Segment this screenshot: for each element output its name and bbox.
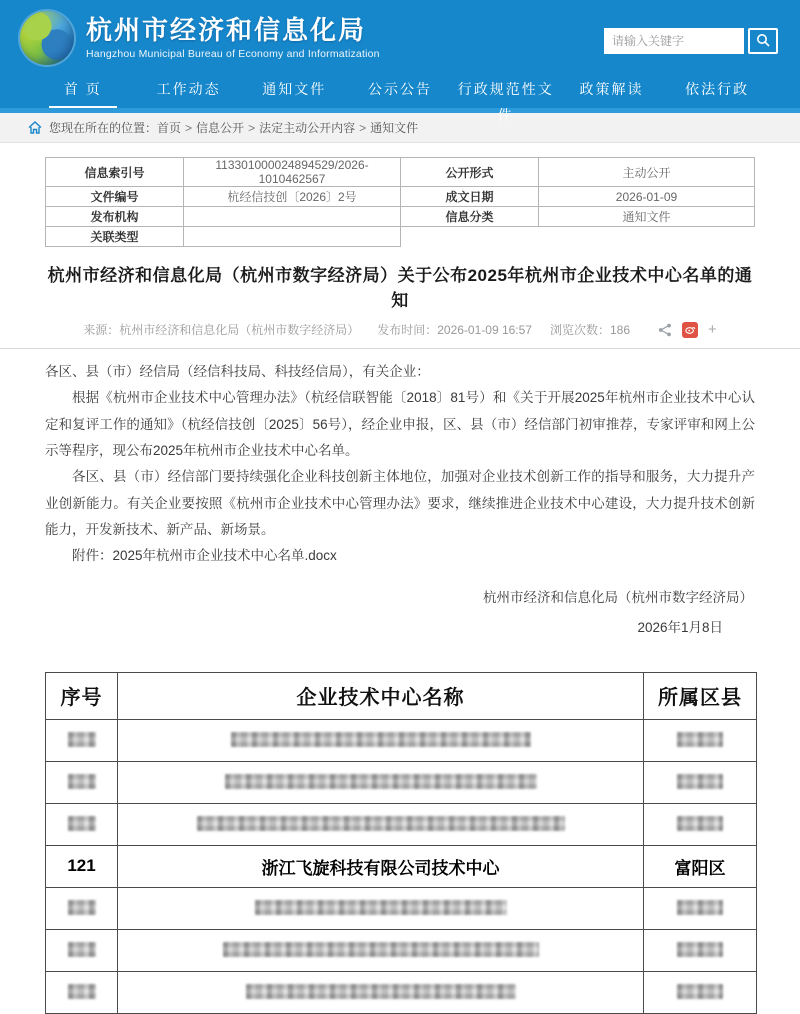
content bbox=[0, 143, 800, 1014]
meta-row-3 bbox=[46, 227, 755, 247]
breadcrumb-link-3[interactable]: 通知文件 bbox=[370, 121, 419, 135]
site-logo-globe-icon bbox=[20, 11, 74, 65]
cell-name bbox=[118, 803, 644, 845]
site-titles bbox=[86, 16, 380, 60]
meta-value: 113301000024894529/2026-1010462567 bbox=[184, 158, 401, 187]
tech-center-list bbox=[45, 672, 755, 1014]
meta-value: 通知文件 bbox=[539, 207, 755, 227]
breadcrumb-prefix: 您现在所在的位置： bbox=[49, 121, 158, 135]
list-header-2: 所属区县 bbox=[644, 672, 757, 719]
tech-center-table bbox=[45, 672, 757, 1014]
redacted-text bbox=[68, 984, 96, 999]
meta-value: 2026-01-09 bbox=[539, 187, 755, 207]
redacted-text bbox=[246, 984, 516, 999]
redacted-text bbox=[68, 816, 96, 831]
meta-label: 信息索引号 bbox=[46, 158, 184, 187]
body-paragraph-1: 根据《杭州市企业技术中心管理办法》（杭经信联智能〔2018〕81号）和《关于开展2025年杭州市企业技术中心认定和复评工作的通知》（杭经信技创〔2025〕56号），经企业申报，区、县（市）经信部门初审推荐，专家评审和网上公示等程序，现公布2025年杭州市企业技术中心名单。 bbox=[45, 390, 755, 458]
cell-district bbox=[644, 719, 757, 761]
home-icon bbox=[28, 121, 42, 134]
cell-name bbox=[118, 929, 644, 971]
table-row-124 bbox=[46, 971, 757, 1013]
breadcrumb bbox=[0, 113, 800, 143]
source-line bbox=[45, 321, 755, 338]
cell-district bbox=[644, 803, 757, 845]
nav-item-2[interactable]: 通知文件 bbox=[262, 81, 327, 97]
site-title: 杭州市经济和信息化局 bbox=[86, 15, 367, 46]
cell-no bbox=[46, 761, 118, 803]
meta-row-2 bbox=[46, 207, 755, 227]
breadcrumb-link-0[interactable]: 首页 bbox=[157, 121, 182, 135]
meta-label: 发布机构 bbox=[46, 207, 184, 227]
nav-item-1[interactable]: 工作动态 bbox=[156, 81, 221, 97]
site-header bbox=[0, 0, 800, 76]
source-label: 来源：杭州市经济和信息化局（杭州市数字经济局） bbox=[83, 323, 360, 337]
meta-label: 信息分类 bbox=[401, 207, 539, 227]
meta-row-0 bbox=[46, 158, 755, 187]
redacted-text bbox=[68, 732, 96, 747]
nav-item-6[interactable]: 依法行政 bbox=[685, 81, 750, 97]
cell-district: 富阳区 bbox=[644, 845, 757, 887]
redacted-text bbox=[677, 984, 723, 999]
share-icons bbox=[658, 321, 717, 338]
more-share-icon[interactable]: + bbox=[708, 321, 717, 338]
redacted-text bbox=[677, 732, 723, 747]
redacted-text bbox=[223, 942, 539, 957]
redacted-text bbox=[677, 774, 723, 789]
meta-empty-cell bbox=[401, 227, 755, 247]
redacted-text bbox=[677, 816, 723, 831]
attachment-line bbox=[45, 543, 755, 569]
redacted-text bbox=[677, 942, 723, 957]
breadcrumb-items bbox=[157, 119, 418, 136]
search-input[interactable] bbox=[604, 28, 744, 54]
nav-item-0[interactable]: 首 页 bbox=[30, 76, 136, 108]
meta-value bbox=[184, 227, 401, 247]
meta-row-1 bbox=[46, 187, 755, 207]
cell-district bbox=[644, 929, 757, 971]
redacted-text bbox=[677, 900, 723, 915]
meta-value: 主动公开 bbox=[539, 158, 755, 187]
nav-item-5[interactable]: 政策解读 bbox=[579, 81, 644, 97]
body-paragraph-2: 各区、县（市）经信部门要持续强化企业科技创新主体地位，加强对企业技术创新工作的指导和服务，大力提升产业创新能力。有关企业要按照《杭州市企业技术中心管理办法》要求，继续推进企业技术中心建设，大力提升技术创新能力，开发新技术、新产品、新场景。 bbox=[45, 469, 755, 537]
list-header-1: 企业技术中心名称 bbox=[118, 672, 644, 719]
cell-name: 浙江飞旋科技有限公司技术中心 bbox=[118, 845, 644, 887]
table-row-118 bbox=[46, 719, 757, 761]
search-area bbox=[604, 28, 778, 54]
body-paragraph-0: 各区、县（市）经信局（经信科技局、科技经信局），有关企业： bbox=[45, 364, 430, 379]
cell-district bbox=[644, 971, 757, 1013]
nav-item-4[interactable]: 行政规范性文件 bbox=[457, 81, 554, 123]
meta-label: 文件编号 bbox=[46, 187, 184, 207]
cell-no bbox=[46, 803, 118, 845]
search-button[interactable] bbox=[748, 28, 778, 54]
document-title: 杭州市经济和信息化局（杭州市数字经济局）关于公布2025年杭州市企业技术中心名单的通知 bbox=[47, 266, 753, 310]
view-count: 浏览次数：186 bbox=[549, 323, 631, 337]
breadcrumb-separator: > bbox=[359, 121, 367, 135]
redacted-text bbox=[68, 900, 96, 915]
cell-name bbox=[118, 719, 644, 761]
redacted-text bbox=[197, 816, 565, 831]
cell-name bbox=[118, 971, 644, 1013]
breadcrumb-link-2[interactable]: 法定主动公开内容 bbox=[259, 121, 356, 135]
attachment-label: 附件： bbox=[72, 548, 113, 564]
redacted-text bbox=[231, 732, 531, 747]
cell-district bbox=[644, 887, 757, 929]
meta-label: 成文日期 bbox=[401, 187, 539, 207]
cell-no bbox=[46, 887, 118, 929]
share-icon[interactable] bbox=[658, 323, 672, 337]
cell-no: 121 bbox=[46, 845, 118, 887]
nav-item-3[interactable]: 公示公告 bbox=[368, 81, 433, 97]
meta-label: 关联类型 bbox=[46, 227, 184, 247]
meta-value bbox=[184, 207, 401, 227]
redacted-text bbox=[225, 774, 537, 789]
meta-value: 杭经信技创〔2026〕2号 bbox=[184, 187, 401, 207]
title-divider bbox=[0, 348, 800, 349]
weibo-share-icon[interactable] bbox=[682, 322, 698, 338]
cell-no bbox=[46, 929, 118, 971]
publish-time: 发布时间：2026-01-09 16:57 bbox=[377, 323, 532, 337]
list-header-0: 序号 bbox=[46, 672, 118, 719]
search-icon bbox=[756, 33, 770, 50]
redacted-text bbox=[255, 900, 507, 915]
table-row-122 bbox=[46, 887, 757, 929]
cell-district bbox=[644, 761, 757, 803]
breadcrumb-link-1[interactable]: 信息公开 bbox=[196, 121, 245, 135]
attachment-link[interactable]: 2025年杭州市企业技术中心名单.docx bbox=[112, 548, 337, 564]
breadcrumb-separator: > bbox=[185, 121, 193, 135]
cell-name bbox=[118, 887, 644, 929]
main-nav bbox=[0, 76, 800, 123]
cell-name bbox=[118, 761, 644, 803]
site-subtitle: Hangzhou Municipal Bureau of Economy and Informatization bbox=[86, 47, 380, 60]
table-row-120 bbox=[46, 803, 757, 845]
document-meta-table bbox=[45, 157, 755, 247]
redacted-text bbox=[68, 774, 96, 789]
meta-label: 公开形式 bbox=[401, 158, 539, 187]
signature-org: 杭州市经济和信息化局（杭州市数字经济局） bbox=[483, 589, 753, 605]
breadcrumb-separator: > bbox=[248, 121, 256, 135]
table-row-121 bbox=[46, 845, 757, 887]
signature-date: 2026年1月8日 bbox=[637, 619, 723, 635]
cell-no bbox=[46, 971, 118, 1013]
cell-no bbox=[46, 719, 118, 761]
table-row-119 bbox=[46, 761, 757, 803]
redacted-text bbox=[68, 942, 96, 957]
table-row-123 bbox=[46, 929, 757, 971]
document-body bbox=[45, 359, 755, 543]
